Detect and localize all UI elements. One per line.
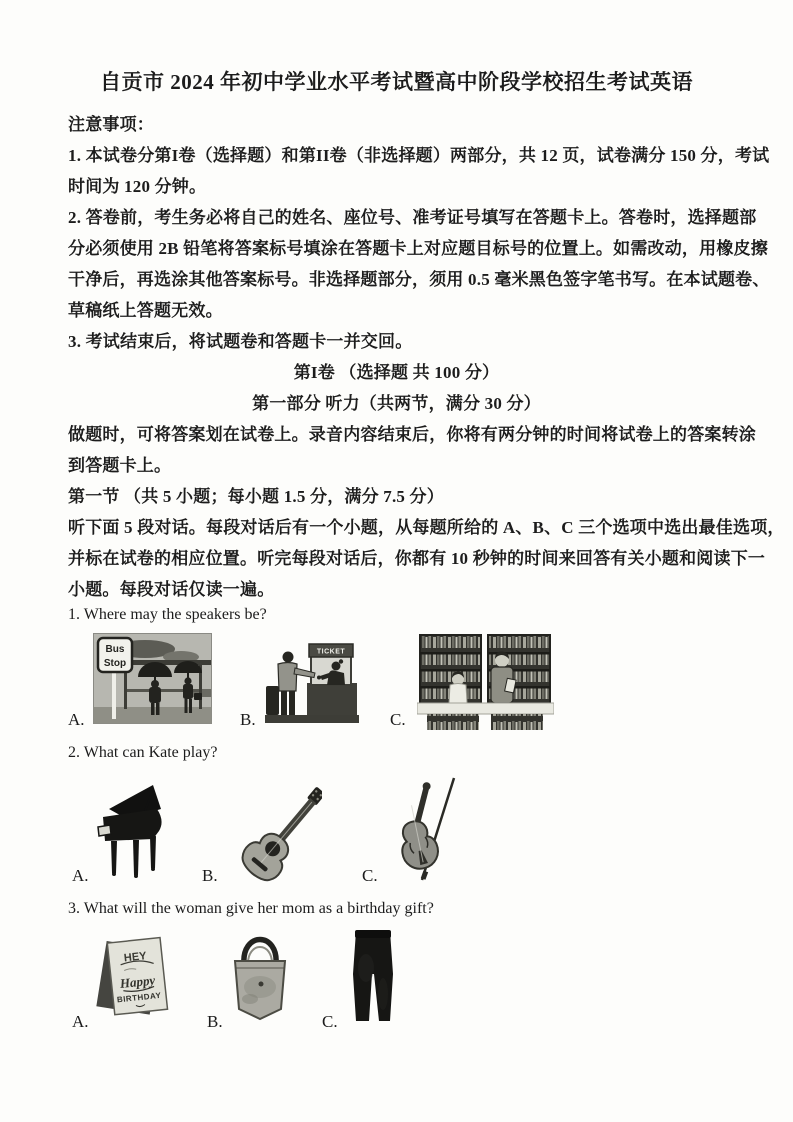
tote-bag-image — [228, 923, 292, 1022]
library-image — [417, 633, 554, 730]
notice-line-6: 草稿纸上答题无效。 — [68, 301, 223, 320]
section1-instruction-line-1: 听下面 5 段对话。每段对话后有一个小题，从每题所给的 A、B、C 三个选项中选出最佳选项， — [68, 518, 785, 537]
listening-note-line-1: 做题时，可将答案划在试卷上。录音内容结束后，你将有两分钟的时间将试卷上的答案转涂 — [68, 425, 756, 444]
bus-stop-image — [93, 633, 212, 724]
birthday-card-image — [95, 933, 173, 1021]
q3-option-a-label: A. — [72, 1012, 89, 1031]
ticket-booth-image — [263, 641, 363, 727]
grand-piano-image — [93, 783, 167, 880]
q1-option-c-label: C. — [390, 710, 406, 729]
notice-line-2: 时间为 120 分钟。 — [68, 177, 207, 196]
q2-option-a-label: A. — [72, 866, 89, 885]
question-3-text: 3. What will the woman give her mom as a birthday gift? — [68, 900, 434, 917]
notice-line-5: 干净后，再选涂其他答案标号。非选择题部分，须用 0.5 毫米黑色签字笔书写。在本试题卷、 — [68, 270, 770, 289]
section1-instruction-line-2: 并标在试卷的相应位置。听完每段对话后，你都有 10 秒钟的时间来回答有关小题和阅读下一 — [68, 549, 766, 568]
section1-heading: 第一节 （共 5 小题；每小题 1.5 分，满分 7.5 分） — [68, 487, 444, 506]
part1-section-heading: 第一部分 听力（共两节，满分 30 分） — [252, 394, 541, 413]
q1-option-a-label: A. — [68, 710, 85, 729]
listening-note-line-2: 到答题卡上。 — [68, 456, 172, 475]
question-2-text: 2. What can Kate play? — [68, 744, 218, 761]
q3-option-c-label: C. — [322, 1012, 338, 1031]
bus-stop-sign-text-line2: Stop — [103, 658, 127, 669]
q3-option-b-label: B. — [207, 1012, 223, 1031]
q2-option-c-label: C. — [362, 866, 378, 885]
question-1-text: 1. Where may the speakers be? — [68, 606, 267, 623]
notice-line-3: 2. 答卷前，考生务必将自己的姓名、座位号、准考证号填写在答题卡上。答卷时，选择题部 — [68, 208, 757, 227]
q1-option-b-label: B. — [240, 710, 256, 729]
black-pants-image — [346, 928, 400, 1025]
notice-line-4: 分必须使用 2B 铅笔将答案标号填涂在答题卡上对应题目标号的位置上。如需改动，用橡皮擦 — [68, 239, 768, 258]
q2-option-b-label: B. — [202, 866, 218, 885]
page-title: 自贡市 2024 年初中学业水平考试暨高中阶段学校招生考试英语 — [100, 70, 693, 94]
card-text-birthday: BIRTHDAY — [116, 990, 162, 1005]
ticket-sign-text: TICKET — [316, 648, 346, 656]
bus-stop-sign-text-line1: Bus — [105, 644, 125, 655]
section1-instruction-line-3: 小题。每段对话仅读一遍。 — [68, 580, 275, 599]
card-text-hey: HEY — [123, 950, 148, 965]
card-text-happy: Happy — [119, 972, 156, 991]
notice-heading: 注意事项： — [68, 115, 154, 134]
notice-line-7: 3. 考试结束后，将试题卷和答题卡一并交回。 — [68, 332, 413, 351]
part1-heading: 第I卷 （选择题 共 100 分） — [293, 363, 500, 382]
violin-with-bow-image — [378, 775, 466, 883]
notice-line-1: 1. 本试卷分第I卷（选择题）和第II卷（非选择题）两部分，共 12 页，试卷满分 150 分，考试 — [68, 146, 770, 165]
acoustic-guitar-image — [220, 770, 322, 884]
